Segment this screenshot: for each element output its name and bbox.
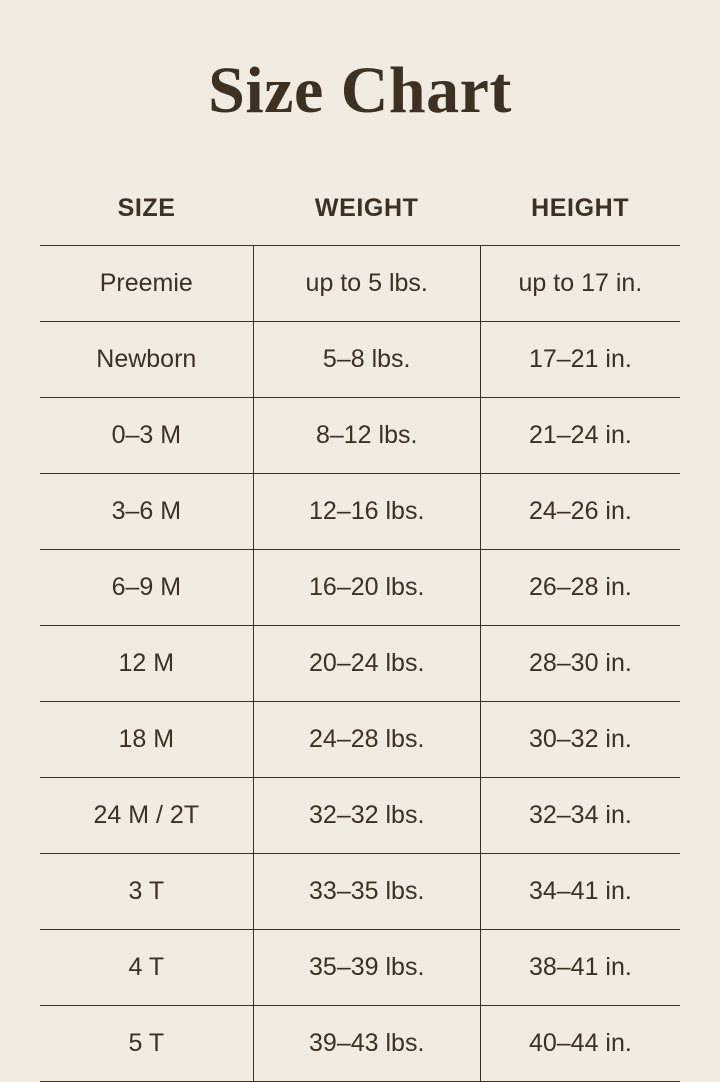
cell-size: 6–9 M (40, 550, 253, 626)
cell-weight: 33–35 lbs. (253, 854, 480, 930)
cell-height: 26–28 in. (480, 550, 680, 626)
cell-weight: 24–28 lbs. (253, 702, 480, 778)
cell-height: 21–24 in. (480, 398, 680, 474)
column-header-height: HEIGHT (531, 194, 630, 222)
table-row (40, 1006, 680, 1082)
table-row (40, 854, 680, 930)
cell-weight: 5–8 lbs. (253, 322, 480, 398)
cell-height: up to 17 in. (480, 246, 680, 322)
table-row (40, 626, 680, 702)
cell-weight: 32–32 lbs. (253, 778, 480, 854)
column-header-size: SIZE (117, 194, 176, 222)
cell-weight: 39–43 lbs. (253, 1006, 480, 1082)
table-row (40, 778, 680, 854)
cell-size: 5 T (40, 1006, 253, 1082)
cell-height: 28–30 in. (480, 626, 680, 702)
table-row (40, 322, 680, 398)
cell-weight: 8–12 lbs. (253, 398, 480, 474)
cell-height: 24–26 in. (480, 474, 680, 550)
cell-size: Preemie (40, 246, 253, 322)
cell-height: 32–34 in. (480, 778, 680, 854)
cell-height: 30–32 in. (480, 702, 680, 778)
cell-weight: 12–16 lbs. (253, 474, 480, 550)
table-row (40, 550, 680, 626)
cell-size: 3–6 M (40, 474, 253, 550)
size-chart-table-container (40, 186, 680, 1082)
table-row (40, 474, 680, 550)
cell-height: 40–44 in. (480, 1006, 680, 1082)
size-chart-table (40, 186, 680, 1082)
page-title: Size Chart (208, 54, 512, 127)
cell-size: 12 M (40, 626, 253, 702)
table-body (40, 246, 680, 1082)
cell-weight: 20–24 lbs. (253, 626, 480, 702)
cell-size: 4 T (40, 930, 253, 1006)
column-header-weight: WEIGHT (314, 194, 419, 222)
table-row (40, 702, 680, 778)
cell-weight: 16–20 lbs. (253, 550, 480, 626)
header-row (40, 186, 680, 246)
cell-height: 17–21 in. (480, 322, 680, 398)
cell-size: Newborn (40, 322, 253, 398)
cell-height: 38–41 in. (480, 930, 680, 1006)
cell-height: 34–41 in. (480, 854, 680, 930)
cell-size: 0–3 M (40, 398, 253, 474)
table-row (40, 398, 680, 474)
table-row (40, 246, 680, 322)
cell-size: 18 M (40, 702, 253, 778)
table-row (40, 930, 680, 1006)
cell-weight: 35–39 lbs. (253, 930, 480, 1006)
cell-size: 3 T (40, 854, 253, 930)
cell-weight: up to 5 lbs. (253, 246, 480, 322)
cell-size: 24 M / 2T (40, 778, 253, 854)
table-header (40, 186, 680, 246)
